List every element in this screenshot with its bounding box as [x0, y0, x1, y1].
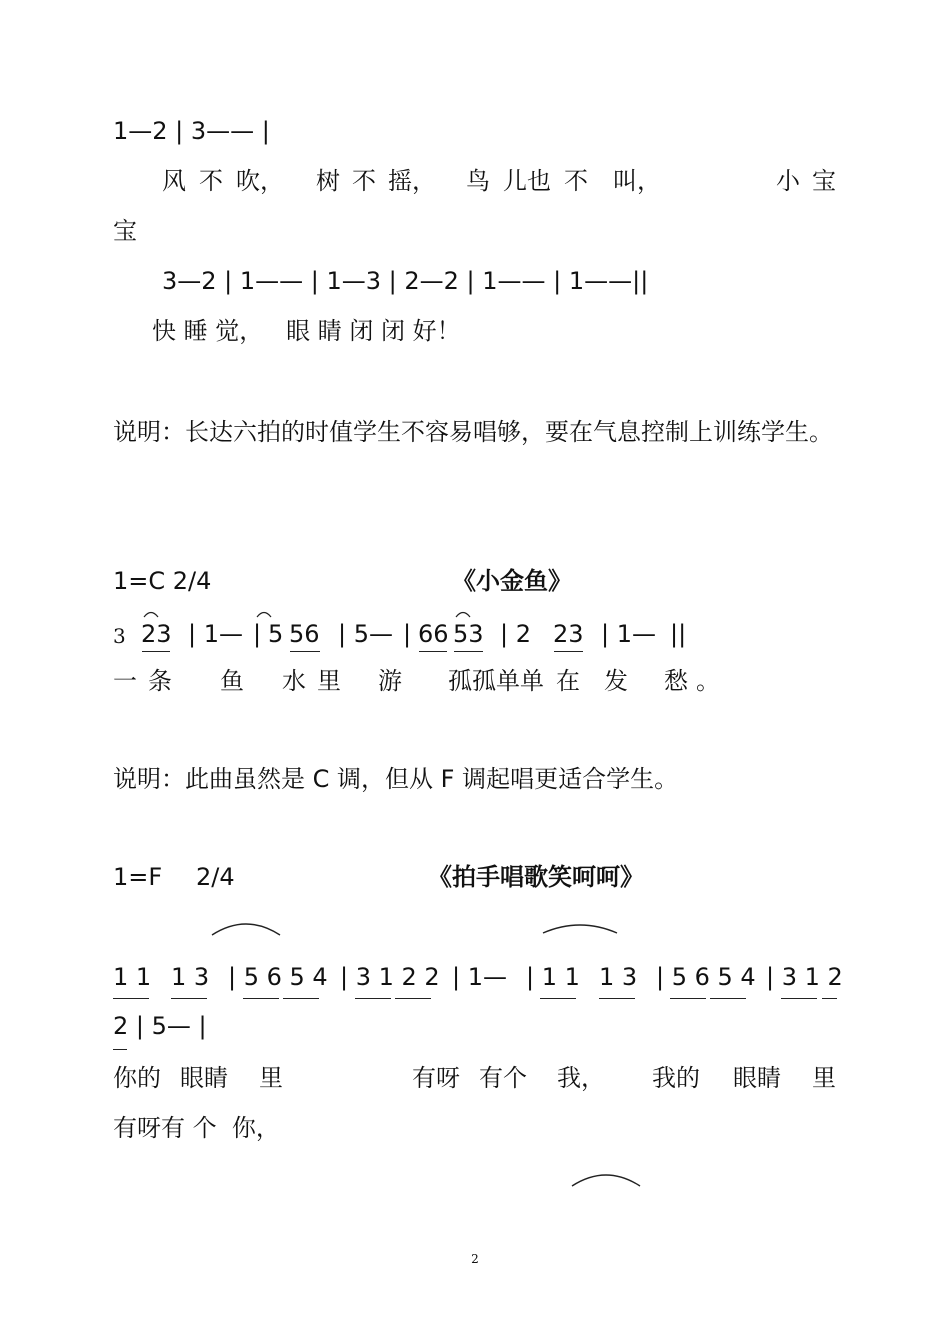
song-title: 《小金鱼》 — [452, 567, 572, 595]
lyric: 。 — [696, 667, 720, 695]
lyric: 孤孤单单 — [448, 667, 544, 695]
note: 1 3 — [171, 963, 210, 991]
beam-underline — [540, 998, 576, 999]
lyric: 儿也 — [503, 167, 551, 195]
note: | 1 1 — [526, 963, 580, 991]
lyric: 游 — [378, 667, 402, 695]
beam-underline — [454, 651, 483, 652]
lyrics-line-wrap: 有呀有 个 你， — [113, 1114, 280, 1142]
note: | 5 6 5 4 — [656, 963, 756, 991]
note: | 5— — [338, 620, 393, 648]
slur-mark — [143, 610, 159, 618]
lyric: 我的 — [652, 1064, 700, 1092]
note: 66 — [418, 620, 449, 648]
lyric: 叫， — [613, 167, 661, 195]
lyric: 条 — [148, 667, 172, 695]
key-signature: 1=F — [113, 863, 163, 891]
note: | 1— — [188, 620, 243, 648]
lyric: 愁 — [664, 667, 688, 695]
beam-underline — [781, 998, 817, 999]
lyric: 不 — [352, 167, 376, 195]
lyric: 里 — [259, 1064, 283, 1092]
beam-underline — [290, 651, 320, 652]
lyric: 鱼 — [220, 667, 244, 695]
lyric: 小 — [776, 167, 800, 195]
lyric: 里 — [812, 1064, 836, 1092]
note: | 1— — [452, 963, 507, 991]
beam-underline — [283, 998, 319, 999]
beam-underline — [419, 651, 447, 652]
beam-underline — [395, 998, 431, 999]
slur-mark — [455, 610, 471, 618]
beam-underline — [710, 998, 746, 999]
lyric: 里 — [317, 667, 341, 695]
slur-mark — [541, 921, 619, 935]
lyric: 在 — [556, 667, 580, 695]
beam-underline — [554, 651, 583, 652]
lyric: 你的 — [113, 1064, 161, 1092]
lyrics-line-1-wrap: 宝 — [113, 217, 137, 245]
slur-mark — [570, 1170, 642, 1188]
lyric: 一 — [113, 667, 137, 695]
lyric: 风 — [162, 167, 186, 195]
beam-underline — [243, 998, 279, 999]
explanation-2: 说明：此曲虽然是 C 调，但从 F 调起唱更适合学生。 — [113, 765, 679, 793]
note: | 3 1 2 — [766, 963, 843, 991]
notation-line-2: 3—2 | 1—— | 1—3 | 2—2 | 1—— | 1——|| — [162, 267, 649, 295]
note: | — [253, 620, 262, 648]
note: 1 3 — [599, 963, 638, 991]
time-signature: 2/4 — [196, 863, 235, 891]
lyric: 发 — [604, 667, 628, 695]
note: | 1— — [601, 620, 656, 648]
note: | — [403, 620, 412, 648]
lyric: 宝 — [812, 167, 836, 195]
lyric: 有呀 — [412, 1064, 460, 1092]
lyric: 不 — [199, 167, 223, 195]
beam-underline — [171, 998, 207, 999]
note: | 5 6 5 4 — [228, 963, 328, 991]
slur-mark — [256, 610, 272, 618]
beam-underline — [113, 1049, 127, 1050]
song-title: 《拍手唱歌笑呵呵》 — [428, 863, 644, 891]
lyric: 眼睛 — [733, 1064, 781, 1092]
lyric: 水 — [282, 667, 306, 695]
beam-underline — [113, 998, 149, 999]
lyric: 有个 — [479, 1064, 527, 1092]
explanation-1: 说明：长达六拍的时值学生不容易唱够，要在气息控制上训练学生。 — [113, 418, 833, 446]
slur-mark — [210, 919, 282, 937]
lyrics-line-2: 快 睡 觉， 眼 睛 闭 闭 好！ — [152, 317, 461, 345]
note: 1 1 — [113, 963, 152, 991]
beam-underline — [822, 998, 837, 999]
note: 3 — [113, 624, 126, 648]
page-number: 2 — [471, 1252, 479, 1266]
note: 53 — [453, 620, 484, 648]
note: | 3 1 2 2 — [340, 963, 440, 991]
beam-underline — [355, 998, 391, 999]
lyric: 树 — [316, 167, 340, 195]
note: 5 — [268, 620, 284, 648]
lyric: 不 — [564, 167, 588, 195]
lyric: 吹， — [236, 167, 284, 195]
lyric: 鸟 — [466, 167, 490, 195]
notation-line-wrap: 2 | 5— | — [113, 1012, 207, 1040]
lyric: 眼睛 — [180, 1064, 228, 1092]
note: || — [670, 620, 687, 648]
lyric: 摇， — [388, 167, 436, 195]
beam-underline — [670, 998, 706, 999]
beam-underline — [142, 651, 170, 652]
lyric: 我， — [557, 1064, 605, 1092]
note: 56 — [289, 620, 320, 648]
note: 23 — [553, 620, 584, 648]
note: 23 — [141, 620, 172, 648]
key-signature: 1=C 2/4 — [113, 567, 212, 595]
notation-line-1: 1—2 | 3—— | — [113, 117, 270, 145]
note: | 2 — [500, 620, 531, 648]
beam-underline — [599, 998, 635, 999]
